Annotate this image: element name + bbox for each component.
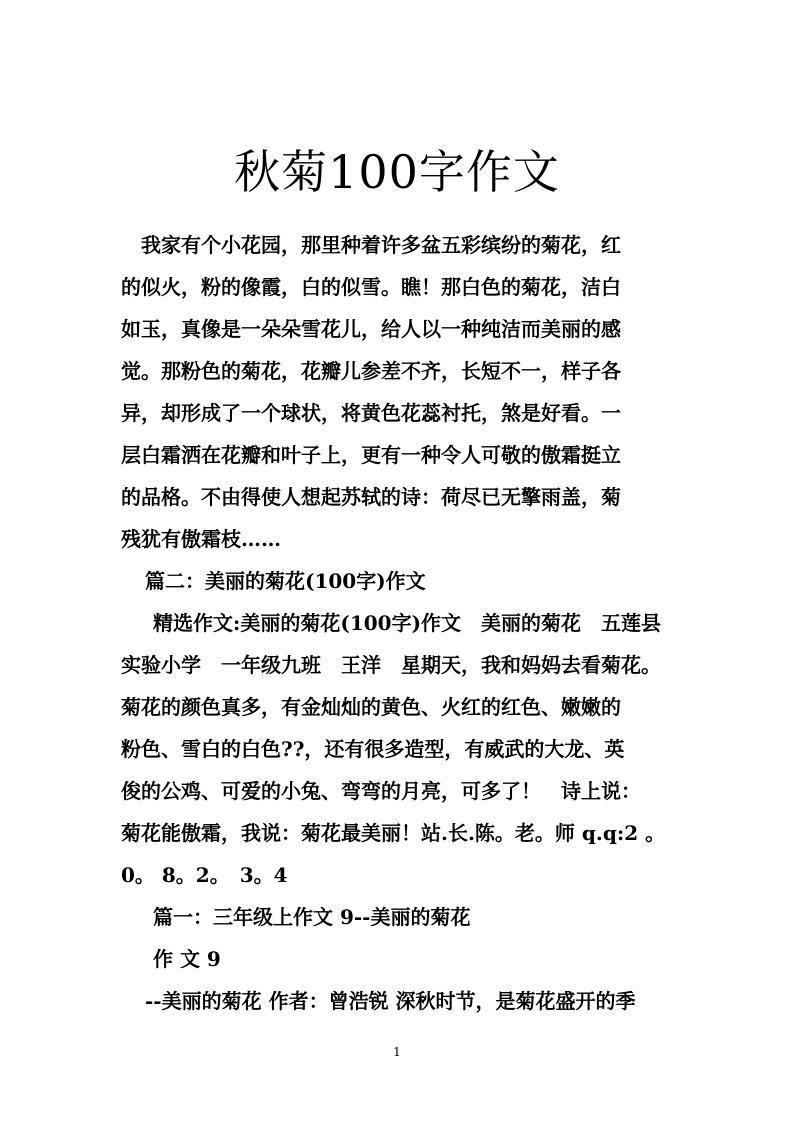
section-heading: 篇一：三年级上作文 9--美丽的菊花 (153, 905, 471, 929)
page-number: 1 (393, 1045, 401, 1059)
section-heading: 篇二：美丽的菊花(100字)作文 (145, 569, 426, 593)
body-line: --美丽的菊花 作者：曾浩锐 深秋时节，是菊花盛开的季 (145, 989, 636, 1013)
body-line: 我家有个小花园，那里种着许多盆五彩缤纷的菊花，红 (141, 233, 621, 257)
body-line: 俊的公鸡、可爱的小兔、弯弯的月亮，可多了！ 诗上说： (121, 779, 641, 803)
body-line: 的品格。不由得使人想起苏轼的诗：荷尽已无擎雨盖，菊 (121, 485, 621, 509)
body-line: 如玉，真像是一朵朵雪花儿，给人以一种纯洁而美丽的感 (121, 317, 621, 341)
body-line: 粉色、雪白的白色??，还有很多造型，有威武的大龙、英 (121, 737, 625, 761)
body-line: 觉。那粉色的菊花，花瓣儿参差不齐，长短不一，样子各 (121, 359, 621, 383)
body-line: 异，却形成了一个球状，将黄色花蕊衬托，煞是好看。一 (121, 401, 621, 425)
body-line: 的似火，粉的像霞，白的似雪。瞧！那白色的菊花，洁白 (121, 275, 621, 299)
body-line: 菊花能傲霜，我说：菊花最美丽！站.长.陈。老。师 q.q:2 。 (121, 821, 666, 845)
body-line: 菊花的颜色真多，有金灿灿的黄色、火红的红色、嫩嫩的 (121, 695, 621, 719)
body-line: 残犹有傲霜枝…… (121, 527, 281, 551)
body-line: 作 文 9 (153, 947, 221, 971)
document-title: 秋菊100字作文 (234, 145, 560, 199)
body-line: 精选作文:美丽的菊花(100字)作文 美丽的菊花 五莲县 (153, 611, 662, 635)
body-line: 层白霜洒在花瓣和叶子上，更有一种令人可敬的傲霜挺立 (121, 443, 621, 467)
body-line: 0。 8。2。 3。4 (121, 863, 288, 887)
body-line: 实验小学 一年级九班 王洋 星期天，我和妈妈去看菊花。 (121, 653, 661, 677)
